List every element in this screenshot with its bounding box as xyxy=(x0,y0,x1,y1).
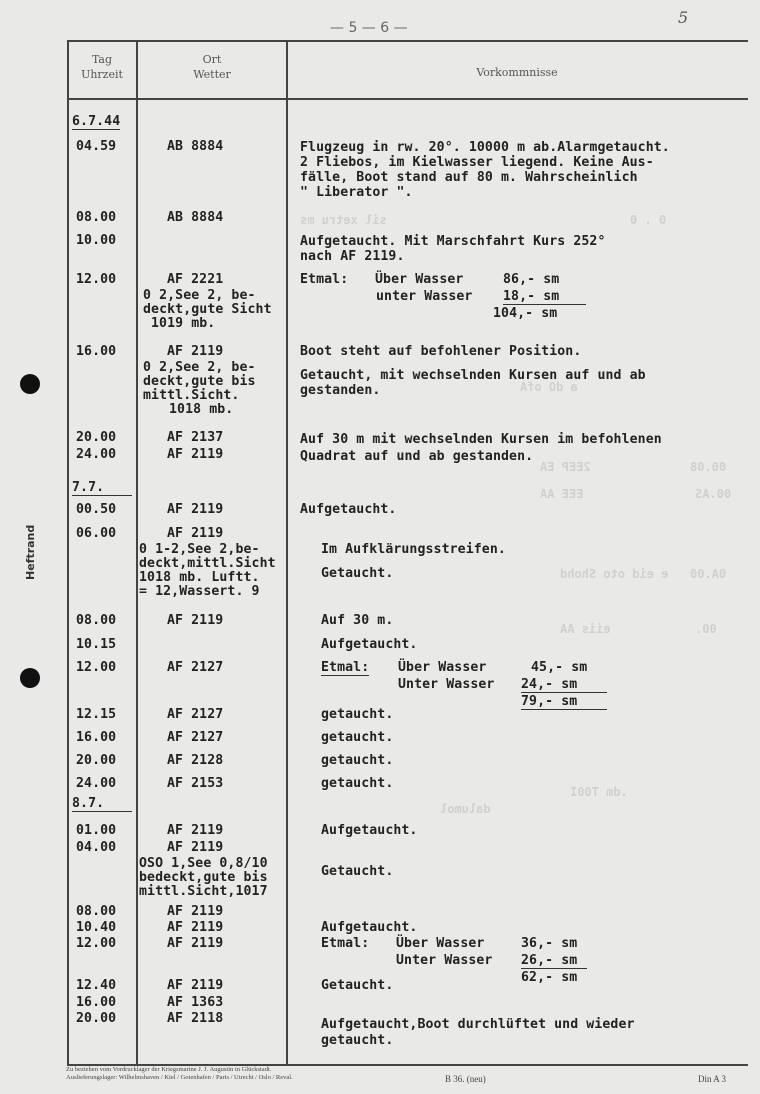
show-through-text: a dO ofA xyxy=(520,380,578,394)
show-through-text: EEE AA xyxy=(540,487,584,501)
event-entry: Aufgetaucht. xyxy=(300,502,397,517)
time-entry: 16.00 xyxy=(76,344,117,359)
etmal-over-water-value: 86,- sm xyxy=(503,272,560,287)
event-entry: Aufgetaucht. xyxy=(321,637,418,652)
show-through-text: 0A.00 xyxy=(690,567,727,581)
weather-report: OSO 1,See 0,8/10 bedeckt,gute bis mittl.Sicht,1017 xyxy=(139,856,268,899)
position-grid-square: AB 8884 xyxy=(167,139,224,154)
date-entry: 7.7. xyxy=(72,481,132,496)
etmal-under-water-value: 18,- sm xyxy=(503,290,586,305)
show-through-text: 00.AS xyxy=(695,487,732,501)
time-entry: 00.50 xyxy=(76,502,117,517)
etmal-over-water-value: 36,- sm xyxy=(521,936,578,951)
etmal-label: Etmal: xyxy=(300,272,349,287)
time-entry: 12.00 xyxy=(76,272,117,287)
time-entry: 24.00 xyxy=(76,447,117,462)
position-grid-square: AF 2119 xyxy=(167,823,224,838)
etmal-under-water-label: Unter Wasser xyxy=(398,677,495,692)
position-grid-square: AF 2127 xyxy=(167,707,224,722)
weather-report: 0 2,See 2, be- deckt,gute bis mittl.Sicht. 1018 mb. xyxy=(143,360,256,417)
time-entry: 08.00 xyxy=(76,210,117,225)
event-entry: Aufgetaucht. xyxy=(321,823,418,838)
event-entry: Flugzeug in rw. 20°. 10000 m ab.Alarmgetaucht. 2 Fliebos, im Kielwasser liegend. Keine Aus- fälle, Boot stand auf 80 m. Wahrscheinlich " Liberator ". xyxy=(300,140,670,200)
event-entry: Aufgetaucht. xyxy=(321,920,418,935)
corner-page-number: 5 xyxy=(678,8,689,27)
column-divider xyxy=(136,40,138,1065)
etmal-total: 79,- sm xyxy=(521,695,607,710)
etmal-total: 62,- sm xyxy=(521,970,578,985)
position-grid-square: AF 2119 xyxy=(167,904,224,919)
header-date-time: Tag Uhrzeit xyxy=(81,53,123,81)
header-events: Vorkommnisse xyxy=(476,66,558,79)
binding-margin-label: Heftrand xyxy=(24,524,37,580)
event-entry: Auf 30 m. xyxy=(321,613,394,628)
event-entry: Boot steht auf befohlener Position. xyxy=(300,344,582,359)
time-entry: 08.00 xyxy=(76,904,117,919)
time-entry: 12.00 xyxy=(76,936,117,951)
paper-format: Din A 3 xyxy=(698,1074,727,1084)
position-grid-square: AF 2128 xyxy=(167,753,224,768)
time-entry: 10.40 xyxy=(76,920,117,935)
position-grid-square: AF 2119 xyxy=(167,936,224,951)
weather-report: 0 1-2,See 2,be- deckt,mittl.Sicht 1018 mb. Luftt. = 12,Wassert. 9 xyxy=(139,542,276,599)
time-entry: 04.00 xyxy=(76,840,117,855)
printer-imprint: Zu beziehen vom Vordrucklager der Kriegsmarine J. J. Augustin in Glückstadt. Auslieferungslager: Wilhelmshaven / Kiel / Gotenhafen / Paris / Utrecht / Oslo / Reval. xyxy=(66,1066,293,1081)
etmal-under-water-value: 26,- sm xyxy=(521,954,587,969)
time-entry: 12.15 xyxy=(76,707,117,722)
show-through-text: sil xetru ms xyxy=(300,213,387,227)
position-grid-square: AF 2119 xyxy=(167,978,224,993)
show-through-text: e eid oto Shohd xyxy=(560,567,669,581)
time-entry: 08.00 xyxy=(76,613,117,628)
show-through-text: .dm T00I xyxy=(570,785,628,799)
date-entry: 6.7.44 xyxy=(72,114,121,129)
weather-report: 0 2,See 2, be- deckt,gute Sicht 1019 mb. xyxy=(143,288,272,331)
form-number: B 36. (neu) xyxy=(445,1074,486,1084)
event-entry: getaucht. xyxy=(321,707,394,722)
table-top-border xyxy=(67,40,748,42)
show-through-text: 00. xyxy=(695,622,717,636)
time-entry: 10.00 xyxy=(76,233,117,248)
time-entry: 24.00 xyxy=(76,776,117,791)
event-entry: Aufgetaucht,Boot durchlüftet und wieder getaucht. xyxy=(321,1017,635,1048)
position-grid-square: AF 2119 xyxy=(167,920,224,935)
event-entry: Getaucht. xyxy=(321,864,394,879)
position-grid-square: AF 2127 xyxy=(167,660,224,675)
position-grid-square: AF 2127 xyxy=(167,730,224,745)
event-entry: Auf 30 m mit wechselnden Kursen im befohlenen Quadrat auf und ab gestanden. xyxy=(300,432,662,464)
date-entry: 8.7. xyxy=(72,797,132,812)
time-entry: 12.40 xyxy=(76,978,117,993)
show-through-text: 2EEP EA xyxy=(540,460,591,474)
time-entry: 01.00 xyxy=(76,823,117,838)
time-entry: 04.59 xyxy=(76,139,117,154)
etmal-under-water-label: unter Wasser xyxy=(376,289,473,304)
column-divider xyxy=(286,40,288,1065)
punch-hole xyxy=(20,668,40,688)
time-entry: 12.00 xyxy=(76,660,117,675)
time-entry: 20.00 xyxy=(76,430,117,445)
table-left-border xyxy=(67,40,69,1065)
page-number-mark: — 5 — 6 — xyxy=(330,20,408,36)
etmal-label: Etmal: xyxy=(321,660,370,675)
position-grid-square: AB 8884 xyxy=(167,210,224,225)
position-grid-square: AF 2119 xyxy=(167,613,224,628)
show-through-text: 0 . 0 xyxy=(630,213,667,227)
position-grid-square: AF 2118 xyxy=(167,1011,224,1026)
position-grid-square: AF 2119 xyxy=(167,840,224,855)
position-grid-square: AF 1363 xyxy=(167,995,224,1010)
position-grid-square: AF 2153 xyxy=(167,776,224,791)
etmal-total: 104,- sm xyxy=(493,306,558,321)
time-entry: 10.15 xyxy=(76,637,117,652)
etmal-label: Etmal: xyxy=(321,936,370,951)
etmal-over-water-label: Über Wasser xyxy=(375,272,464,287)
etmal-under-water-label: Unter Wasser xyxy=(396,953,493,968)
header-place-weather: Ort Wetter xyxy=(193,53,231,81)
header-bottom-border xyxy=(67,98,748,100)
event-entry: getaucht. xyxy=(321,753,394,768)
show-through-text: dalumol xyxy=(440,802,491,816)
time-entry: 20.00 xyxy=(76,753,117,768)
position-grid-square: AF 2119 xyxy=(167,502,224,517)
position-grid-square: AF 2119 xyxy=(167,447,224,462)
time-entry: 16.00 xyxy=(76,995,117,1010)
time-entry: 20.00 xyxy=(76,1011,117,1026)
time-entry: 06.00 xyxy=(76,526,117,541)
event-entry: getaucht. xyxy=(321,730,394,745)
position-grid-square: AF 2221 xyxy=(167,272,224,287)
show-through-text: 00.08 xyxy=(690,460,727,474)
etmal-under-water-value: 24,- sm xyxy=(521,678,607,693)
position-grid-square: AF 2119 xyxy=(167,344,224,359)
position-grid-square: AF 2119 xyxy=(167,526,224,541)
etmal-over-water-label: Über Wasser xyxy=(398,660,487,675)
time-entry: 16.00 xyxy=(76,730,117,745)
event-entry: Getaucht. xyxy=(321,978,394,993)
show-through-text: eiis AA xyxy=(560,622,611,636)
punch-hole xyxy=(20,374,40,394)
event-entry: Aufgetaucht. Mit Marschfahrt Kurs 252° nach AF 2119. xyxy=(300,234,606,264)
etmal-over-water-value: 45,- sm xyxy=(531,660,588,675)
event-entry: Getaucht. xyxy=(321,566,394,581)
position-grid-square: AF 2137 xyxy=(167,430,224,445)
event-entry: getaucht. xyxy=(321,776,394,791)
etmal-over-water-label: Über Wasser xyxy=(396,936,485,951)
event-entry: Im Aufklärungsstreifen. xyxy=(321,542,506,557)
event-entry: Getaucht, mit wechselnden Kursen auf und ab gestanden. xyxy=(300,368,646,398)
